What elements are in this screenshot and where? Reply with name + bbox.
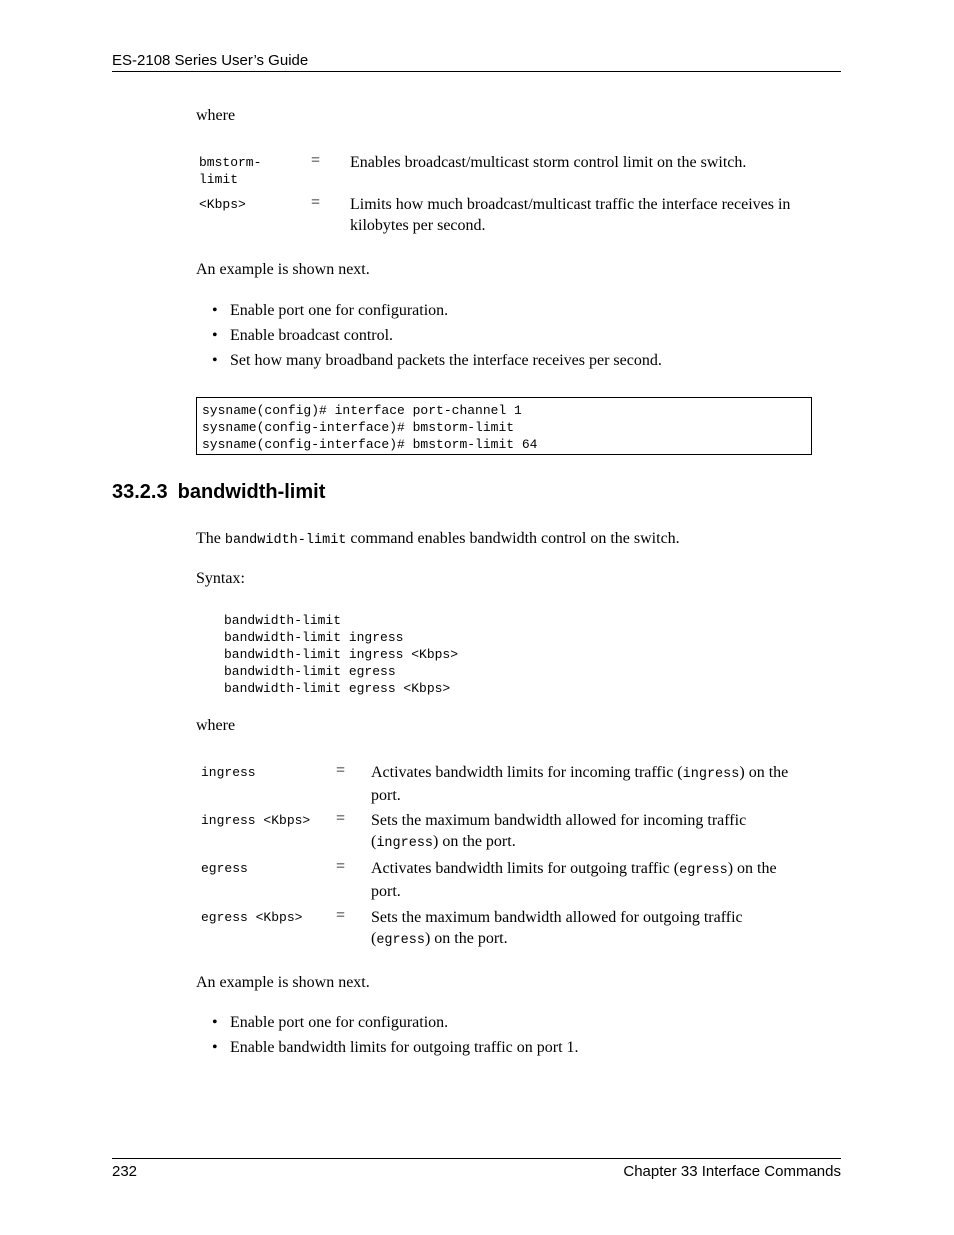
syntax-label: Syntax: bbox=[196, 570, 245, 587]
syntax-block bbox=[224, 612, 458, 697]
bullet-icon: • bbox=[212, 1039, 218, 1056]
def-description bbox=[371, 907, 743, 951]
def-term: egress <Kbps> bbox=[201, 910, 303, 925]
syntax-line: bandwidth-limit ingress bbox=[224, 630, 404, 645]
def-text: port. bbox=[371, 883, 401, 900]
def-term-kbps: <Kbps> bbox=[199, 197, 246, 212]
section-number: 33.2.3 bbox=[112, 481, 168, 503]
list-item bbox=[212, 327, 662, 352]
def-term: ingress <Kbps> bbox=[201, 813, 311, 828]
section-title: bandwidth-limit bbox=[177, 481, 326, 503]
def-text: ) on the port. bbox=[424, 930, 508, 947]
def-text: Sets the maximum bandwidth allowed for incoming traffic bbox=[371, 812, 747, 829]
code-line: sysname(config-interface)# bmstorm-limit 64 bbox=[202, 437, 538, 452]
code-example-box bbox=[196, 397, 812, 455]
def-term: ingress bbox=[201, 765, 256, 780]
def-equals: = bbox=[336, 907, 346, 924]
bullet-icon: • bbox=[212, 302, 218, 319]
def-description bbox=[371, 762, 788, 806]
def-text: ) on the bbox=[727, 860, 777, 877]
syntax-line: bandwidth-limit egress <Kbps> bbox=[224, 681, 451, 696]
def-description: Enables broadcast/multicast storm control limit on the switch. bbox=[350, 154, 747, 171]
list-item-text: Enable bandwidth limits for outgoing traffic on port 1. bbox=[230, 1039, 579, 1056]
code-line: sysname(config)# interface port-channel 1 bbox=[202, 403, 522, 418]
example-intro: An example is shown next. bbox=[196, 261, 370, 278]
def-term-line: bmstorm- bbox=[199, 155, 262, 170]
def-text: port. bbox=[371, 787, 401, 804]
list-item-text: Enable port one for configuration. bbox=[230, 302, 449, 319]
def-text: ) on the port. bbox=[433, 833, 516, 850]
chapter-title: Chapter 33 Interface Commands bbox=[623, 1163, 841, 1180]
section-intro bbox=[196, 530, 680, 548]
def-description bbox=[371, 858, 777, 902]
def-equals: = bbox=[336, 858, 346, 875]
page-number: 232 bbox=[112, 1163, 138, 1180]
bullet-icon: • bbox=[212, 327, 218, 344]
list-item-text: Enable broadcast control. bbox=[230, 327, 394, 344]
def-desc-line: Limits how much broadcast/multicast traffic the interface receives in bbox=[350, 196, 791, 213]
syntax-line: bandwidth-limit ingress <Kbps> bbox=[224, 647, 459, 662]
def-text: Activates bandwidth limits for outgoing traffic ( bbox=[371, 860, 680, 877]
bullet-list bbox=[212, 302, 662, 377]
def-text: ) on the bbox=[739, 764, 789, 781]
list-item bbox=[212, 1039, 579, 1064]
page-header bbox=[112, 52, 841, 72]
def-equals: = bbox=[311, 194, 321, 211]
inline-code: ingress bbox=[376, 836, 434, 851]
section-heading bbox=[112, 481, 325, 504]
where-label: where bbox=[196, 107, 236, 124]
def-term-bmstorm bbox=[199, 154, 261, 188]
bullet-icon: • bbox=[212, 1014, 218, 1031]
bullet-list bbox=[212, 1014, 579, 1064]
intro-text: The bbox=[196, 530, 225, 547]
page-footer bbox=[112, 1158, 841, 1180]
def-term: egress bbox=[201, 861, 248, 876]
def-description bbox=[350, 194, 790, 236]
def-text: ( bbox=[371, 833, 377, 850]
code-line: sysname(config-interface)# bmstorm-limit bbox=[202, 420, 515, 435]
intro-text: command enables bandwidth control on the switch. bbox=[346, 530, 680, 547]
example-intro: An example is shown next. bbox=[196, 974, 370, 991]
inline-code: ingress bbox=[682, 767, 740, 782]
list-item bbox=[212, 1014, 579, 1039]
list-item-text: Enable port one for configuration. bbox=[230, 1014, 449, 1031]
def-text: Activates bandwidth limits for incoming traffic ( bbox=[371, 764, 683, 781]
inline-code: egress bbox=[679, 863, 728, 878]
def-desc-line: kilobytes per second. bbox=[350, 217, 486, 234]
inline-code: egress bbox=[376, 933, 425, 948]
syntax-line: bandwidth-limit bbox=[224, 613, 342, 628]
inline-code: bandwidth-limit bbox=[224, 533, 347, 548]
def-text: ( bbox=[371, 930, 377, 947]
def-description bbox=[371, 810, 746, 854]
where-label: where bbox=[196, 717, 236, 734]
bullet-icon: • bbox=[212, 352, 218, 369]
syntax-line: bandwidth-limit egress bbox=[224, 664, 396, 679]
list-item bbox=[212, 352, 662, 377]
list-item bbox=[212, 302, 662, 327]
def-term-line: limit bbox=[199, 172, 239, 187]
list-item-text: Set how many broadband packets the interface receives per second. bbox=[230, 352, 662, 369]
def-equals: = bbox=[336, 810, 346, 827]
def-text: Sets the maximum bandwidth allowed for outgoing traffic bbox=[371, 909, 743, 926]
header-title: ES-2108 Series User’s Guide bbox=[112, 52, 309, 69]
def-equals: = bbox=[336, 762, 346, 779]
def-equals: = bbox=[311, 152, 321, 169]
